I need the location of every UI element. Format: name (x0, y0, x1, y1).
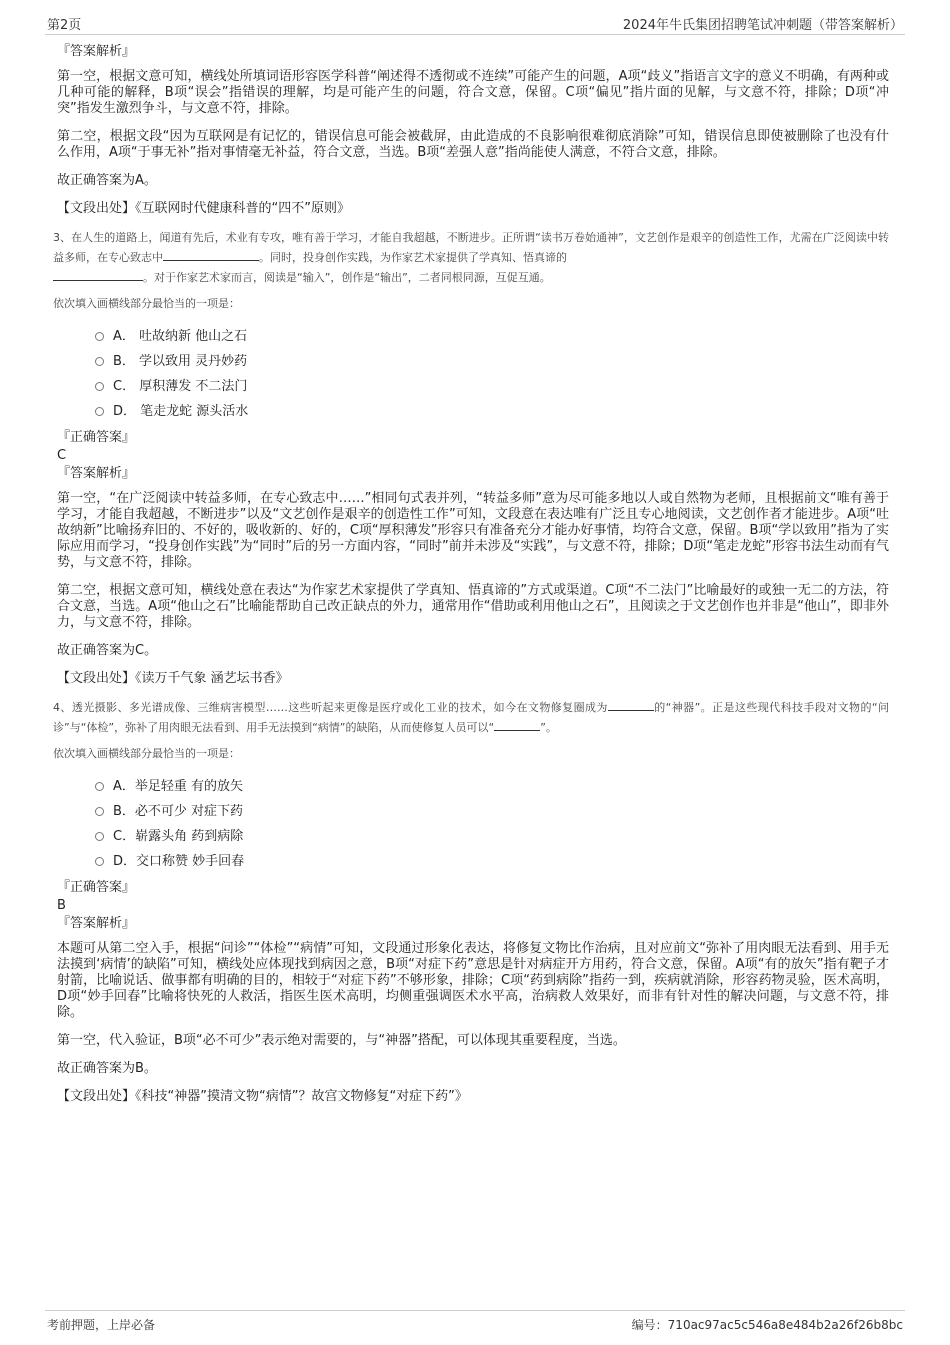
analysis-paragraph: 第二空，根据文意可知，横线处意在表达“为作家艺术家提供了学真知、悟真谛的”方式或渠道。C项“不二法门”比喻最好的或独一无二的方法，符合文意，当选。A项“他山之石”比喻能帮助自己改正缺点的外力，通常用作“借助或利用他山之石”，且阅读之于文艺创作也并非是“他山”，即非外力，与文意不符，排除。 (57, 583, 889, 630)
radio-icon[interactable] (95, 782, 104, 791)
answer-blank (53, 268, 143, 281)
option-a[interactable]: A．举足轻重 有的放矢 (95, 774, 889, 799)
correct-answer: C (57, 448, 67, 463)
options-list (57, 324, 889, 424)
analysis-paragraph: 第一空，代入验证，B项“必不可少”表示绝对需要的，与“神器”搭配，可以体现其重要程度，当选。 (57, 1033, 626, 1048)
page-footer (45, 1310, 905, 1335)
question-4 (53, 698, 889, 738)
source-citation: 【文段出处】《读万千气象 涵艺坛书香》 (57, 671, 289, 686)
question-3 (53, 228, 889, 288)
radio-icon[interactable] (95, 407, 104, 416)
option-d[interactable]: D． 笔走龙蛇 源头活水 (95, 399, 889, 424)
question-text: 4、透光摄影、多光谱成像、三维病害模型……这些听起来更像是医疗或化工业的技术，如今在文物修复圈成为 的“神器”。正是这些现代科技手段对文物的“问诊”与“体检”，弥补了用肉眼无法看到、用手无法摸到“病情”的缺陷，从而使修复人员可以“ ”。 (53, 698, 889, 738)
analysis-paragraph: 第一空，“在广泛阅读中转益多师，在专心致志中……”相同句式表并列，“转益多师”意为尽可能多地以人或自然物为老师，且根据前文“唯有善于学习，才能自我超越，不断进步”以及“文艺创作是艰辛的创造性工作”可知，文段意在表达唯有广泛且专心地阅读，文艺创作者才能进步。A项“吐故纳新”比喻扬弃旧的、不好的，吸收新的、好的，C项“厚积薄发”形容只有准备充分才能办好事情，均符合文意，保留。B项“学以致用”指为了实际应用而学习，“投身创作实践”为“同时”后的另一方面内容，“同时”前并未涉及“实践”，与文意不符，排除；D项“笔走龙蛇”形容书法生动而有气势，与文意不符，排除。 (57, 491, 889, 570)
option-c[interactable]: C．崭露头角 药到病除 (95, 824, 889, 849)
option-a[interactable]: A． 吐故纳新 他山之石 (95, 324, 889, 349)
question-text: 3、在人生的道路上，闻道有先后，术业有专攻，唯有善于学习，才能自我超越，不断进步。正所谓“读书万卷始通神”，文艺创作是艰辛的创造性工作，尤需在广泛阅读中转益多师，在专心致志中 。同时，投身创作实践，为作家艺术家提供了学真知、悟真谛的 。对于作家艺术家而言，阅读是“输入”，创作是“输出”，二者同根同源，互促互通。 (53, 231, 889, 284)
answer-conclusion: 故正确答案为A。 (57, 173, 157, 188)
document-code: 编号：710ac97ac5c546a8e484b2a26f26b8bc (631, 1318, 903, 1332)
option-d[interactable]: D．交口称赞 妙手回春 (95, 849, 889, 874)
radio-icon[interactable] (95, 832, 104, 841)
page-number: 第2页 (47, 18, 82, 33)
document-title: 2024年牛氏集团招聘笔试冲刺题（带答案解析） (622, 18, 903, 33)
analysis-paragraph: 第一空，根据文意可知，横线处所填词语形容医学科普“阐述得不透彻或不连续”可能产生的问题，A项“歧义”指语言文字的意义不明确，有两种或几种可能的解释，B项“误会”指错误的理解，均是可能产生的问题，符合文意，保留。C项“偏见”指片面的见解，与文意不符，排除；D项“冲突”指发生激烈争斗，与文意不符，排除。 (57, 69, 889, 116)
document-body (53, 44, 889, 1116)
source-citation: 【文段出处】《科技“神器”摸清文物“病情”？故宫文物修复“对症下药”》 (57, 1089, 468, 1104)
question-prompt: 依次填入画横线部分最恰当的一项是： (53, 297, 240, 310)
analysis-paragraph: 本题可从第二空入手，根据“问诊”“体检”“病情”可知，文段通过形象化表达，将修复文物比作治病，且对应前文“弥补了用肉眼无法看到、用手无法摸到‘病情’的缺陷”可知，横线处应体现找到病因之意，B项“对症下药”意思是针对病症开方用药，符合文意，保留。A项“有的放矢”指有靶子才射箭，比喻说话、做事都有明确的目的，相较于“对症下药”不够形象，排除；C项“药到病除”指药一到，疾病就消除，形容药物灵验，医术高明，D项“妙手回春”比喻将快死的人救活，指医生医术高明，均侧重强调医术水平高，治病救人效果好，而非有针对性的解决问题，与文意不符，排除。 (57, 941, 889, 1020)
answer-conclusion: 故正确答案为C。 (57, 643, 158, 658)
radio-icon[interactable] (95, 357, 104, 366)
analysis-paragraph: 第二空，根据文段“因为互联网是有记忆的，错误信息可能会被截屏，由此造成的不良影响很难彻底消除”可知，错误信息即使被删除了也没有什么作用，A项“于事无补”指对事情毫无补益，符合文意，当选。B项“差强人意”指尚能使人满意，不符合文意，排除。 (57, 129, 889, 160)
radio-icon[interactable] (95, 382, 104, 391)
answer-conclusion: 故正确答案为B。 (57, 1061, 157, 1076)
analysis-label: 『答案解析』 (57, 466, 136, 481)
radio-icon[interactable] (95, 807, 104, 816)
answer-blank (494, 718, 540, 731)
option-b[interactable]: B． 学以致用 灵丹妙药 (95, 349, 889, 374)
source-citation: 【文段出处】《互联网时代健康科普的“四不”原则》 (57, 201, 350, 216)
footer-slogan: 考前押题，上岸必备 (47, 1318, 156, 1332)
option-c[interactable]: C． 厚积薄发 不二法门 (95, 374, 889, 399)
answer-blank (163, 248, 259, 261)
correct-answer: B (57, 898, 66, 913)
analysis-label: 『答案解析』 (57, 916, 136, 931)
question-prompt: 依次填入画横线部分最恰当的一项是： (53, 747, 240, 760)
radio-icon[interactable] (95, 332, 104, 341)
correct-answer-label: 『正确答案』 (57, 880, 136, 895)
options-list (57, 774, 889, 874)
radio-icon[interactable] (95, 857, 104, 866)
option-b[interactable]: B．必不可少 对症下药 (95, 799, 889, 824)
analysis-label: 『答案解析』 (57, 44, 136, 59)
correct-answer-label: 『正确答案』 (57, 430, 136, 445)
page-header (45, 12, 905, 35)
answer-blank (608, 698, 654, 711)
